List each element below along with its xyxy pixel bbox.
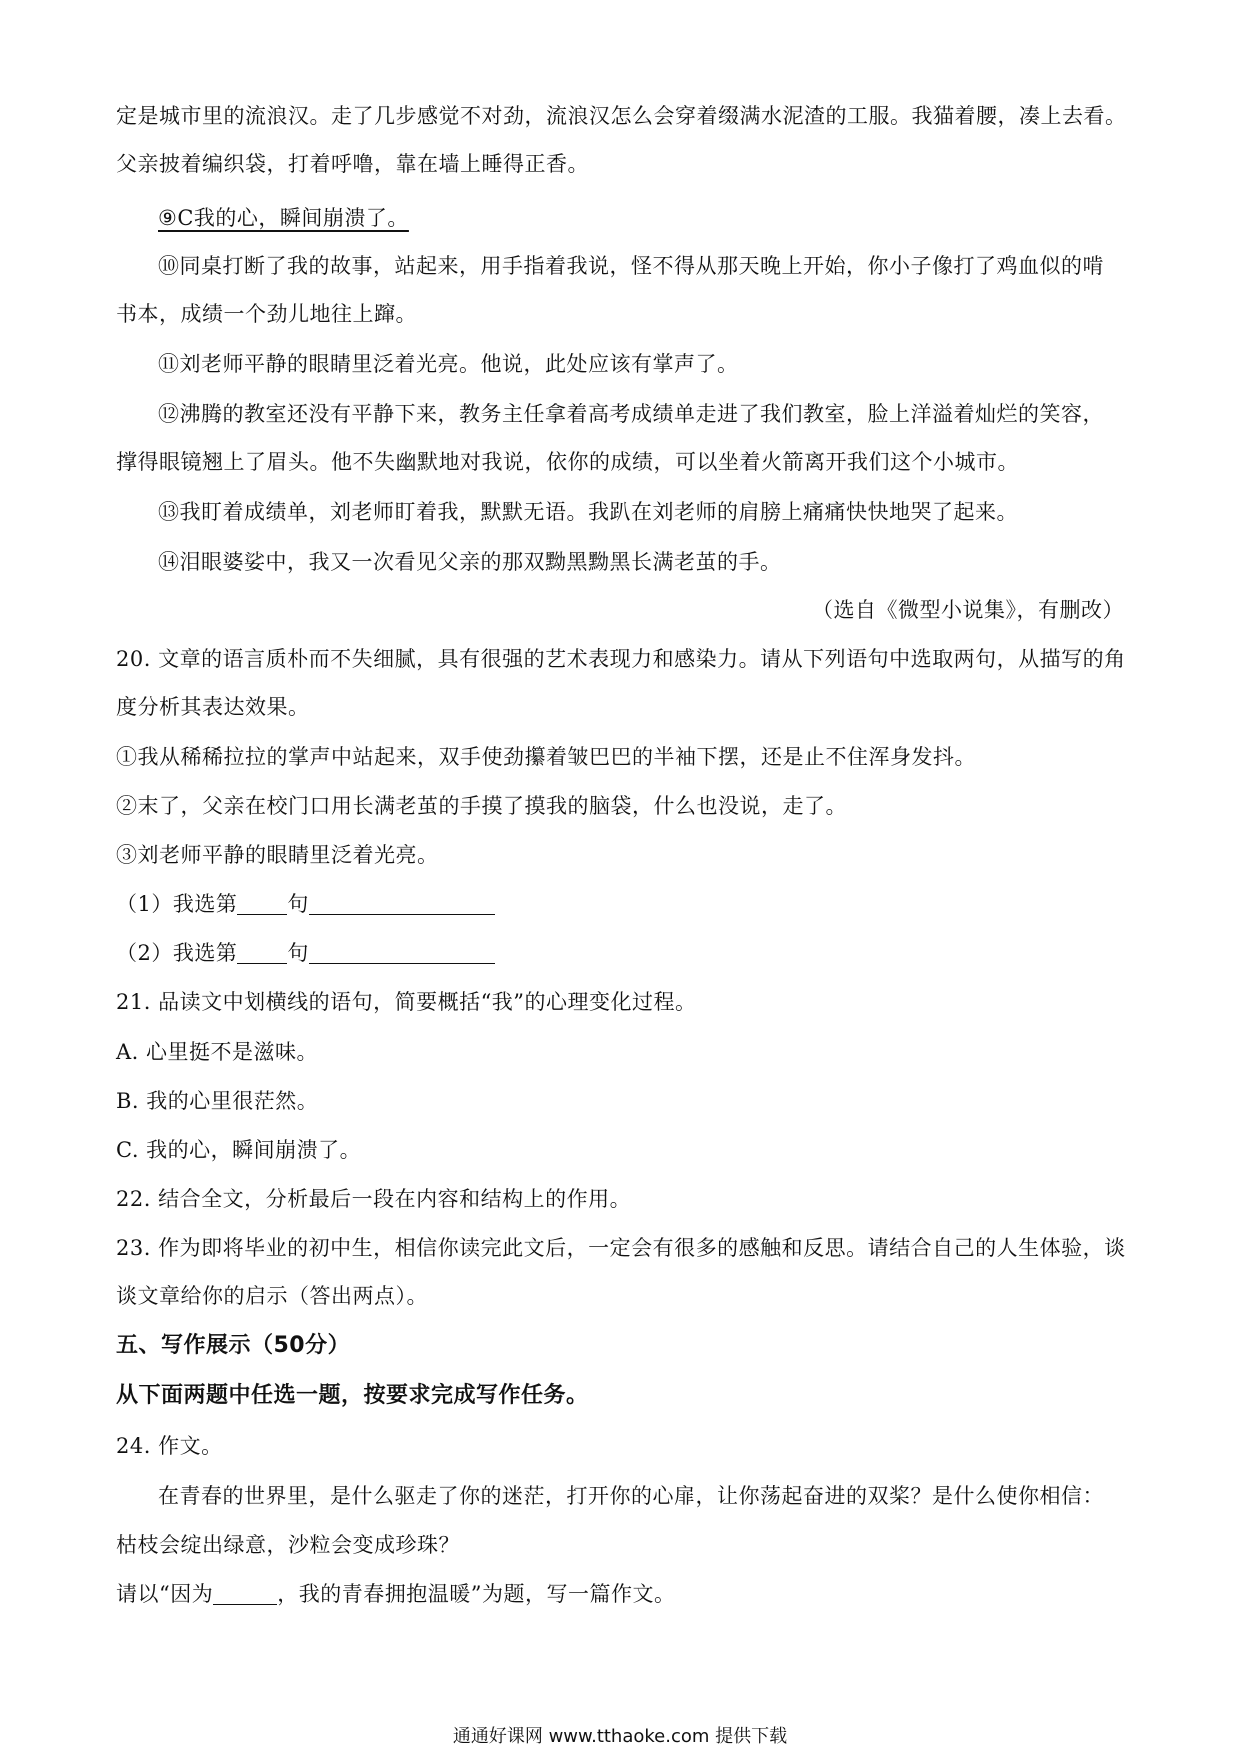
- paragraph-12-line-2: 撑得眼镜翘上了眉头。他不失幽默地对我说，依你的成绩，可以坐着火箭离开我们这个小城市。: [116, 450, 1019, 474]
- paragraph-14: ⑭泪眼婆娑中，我又一次看见父亲的那双黝黑黝黑长满老茧的手。: [158, 550, 782, 574]
- question-20-option-3: ③刘老师平静的眼睛里泛着光亮。: [116, 843, 439, 867]
- question-23-line-1: 23. 作为即将毕业的初中生，相信你读完此文后，一定会有很多的感触和反思。请结合自己的人生体验，谈: [116, 1236, 1126, 1260]
- paragraph-13: ⑬我盯着成绩单，刘老师盯着我，默默无语。我趴在刘老师的肩膀上痛痛快快地哭了起来。: [158, 500, 1018, 524]
- paragraph-9: [158, 202, 1124, 234]
- paragraph-8-line-2: 父亲披着编织袋，打着呼噜，靠在墙上睡得正香。: [116, 152, 589, 176]
- question-21-item-c: C. 我的心，瞬间崩溃了。: [116, 1138, 362, 1162]
- answer-1-number-blank[interactable]: [237, 892, 287, 915]
- question-21-item-a: A. 心里挺不是滋味。: [116, 1040, 319, 1064]
- writing-prompt-line-1: 在青春的世界里，是什么驱走了你的迷茫，打开你的心扉，让你荡起奋进的双桨？是什么使你相信：: [158, 1484, 1104, 1508]
- answer-1-prefix: （1）我选第: [116, 892, 238, 916]
- answer-2-suffix: 句: [287, 941, 309, 965]
- question-24: 24. 作文。: [116, 1434, 223, 1458]
- writing-task: [116, 1578, 1124, 1610]
- section-title: 五、写作展示（50分）: [116, 1333, 351, 1358]
- title-blank[interactable]: [213, 1582, 277, 1605]
- paragraph-10-line-2: 书本，成绩一个劲儿地往上蹿。: [116, 302, 417, 326]
- page-footer: 通通好课网 www.tthaoke.com 提供下载: [452, 1726, 788, 1747]
- answer-line-1: [116, 888, 1124, 920]
- question-21: 21. 品读文中划横线的语句，简要概括“我”的心理变化过程。: [116, 990, 697, 1014]
- paragraph-11: ⑪刘老师平静的眼睛里泛着光亮。他说，此处应该有掌声了。: [158, 352, 739, 376]
- question-20-line-1: 20. 文章的语言质朴而不失细腻，具有很强的艺术表现力和感染力。请从下列语句中选取两句，从描写的角: [116, 647, 1126, 671]
- writing-instruction: 从下面两题中任选一题，按要求完成写作任务。: [116, 1383, 589, 1408]
- question-20-line-2: 度分析其表达效果。: [116, 695, 310, 719]
- answer-1-text-blank[interactable]: [309, 892, 495, 915]
- answer-2-number-blank[interactable]: [237, 941, 287, 964]
- writing-prompt-line-2: 枯枝会绽出绿意，沙粒会变成珍珠？: [116, 1533, 460, 1557]
- paragraph-8-line-1: 定是城市里的流浪汉。走了几步感觉不对劲，流浪汉怎么会穿着缀满水泥渣的工服。我猫着腰，凑上去看。: [116, 104, 1127, 128]
- question-22: 22. 结合全文，分析最后一段在内容和结构上的作用。: [116, 1187, 632, 1211]
- writing-task-suffix: ，我的青春拥抱温暖”为题，写一篇作文。: [277, 1582, 676, 1606]
- answer-2-prefix: （2）我选第: [116, 941, 238, 965]
- answer-1-suffix: 句: [287, 892, 309, 916]
- question-20-option-1: ①我从稀稀拉拉的掌声中站起来，双手使劲攥着皱巴巴的半袖下摆，还是止不住浑身发抖。: [116, 745, 976, 769]
- question-21-item-b: B. 我的心里很茫然。: [116, 1089, 319, 1113]
- source-citation: （选自《微型小说集》，有删改）: [812, 598, 1124, 622]
- answer-line-2: [116, 937, 1124, 969]
- underlined-sentence-c: ⑨C我的心，瞬间崩溃了。: [158, 206, 409, 230]
- paragraph-10-line-1: ⑩同桌打断了我的故事，站起来，用手指着我说，怪不得从那天晚上开始，你小子像打了鸡血似的啃: [158, 254, 1104, 278]
- writing-task-prefix: 请以“因为: [116, 1582, 214, 1606]
- paragraph-12-line-1: ⑫沸腾的教室还没有平静下来，教务主任拿着高考成绩单走进了我们教室，脸上洋溢着灿烂的笑容，: [158, 402, 1104, 426]
- answer-2-text-blank[interactable]: [309, 941, 495, 964]
- question-23-line-2: 谈文章给你的启示（答出两点）。: [116, 1284, 428, 1308]
- question-20-option-2: ②末了，父亲在校门口用长满老茧的手摸了摸我的脑袋，什么也没说，走了。: [116, 794, 847, 818]
